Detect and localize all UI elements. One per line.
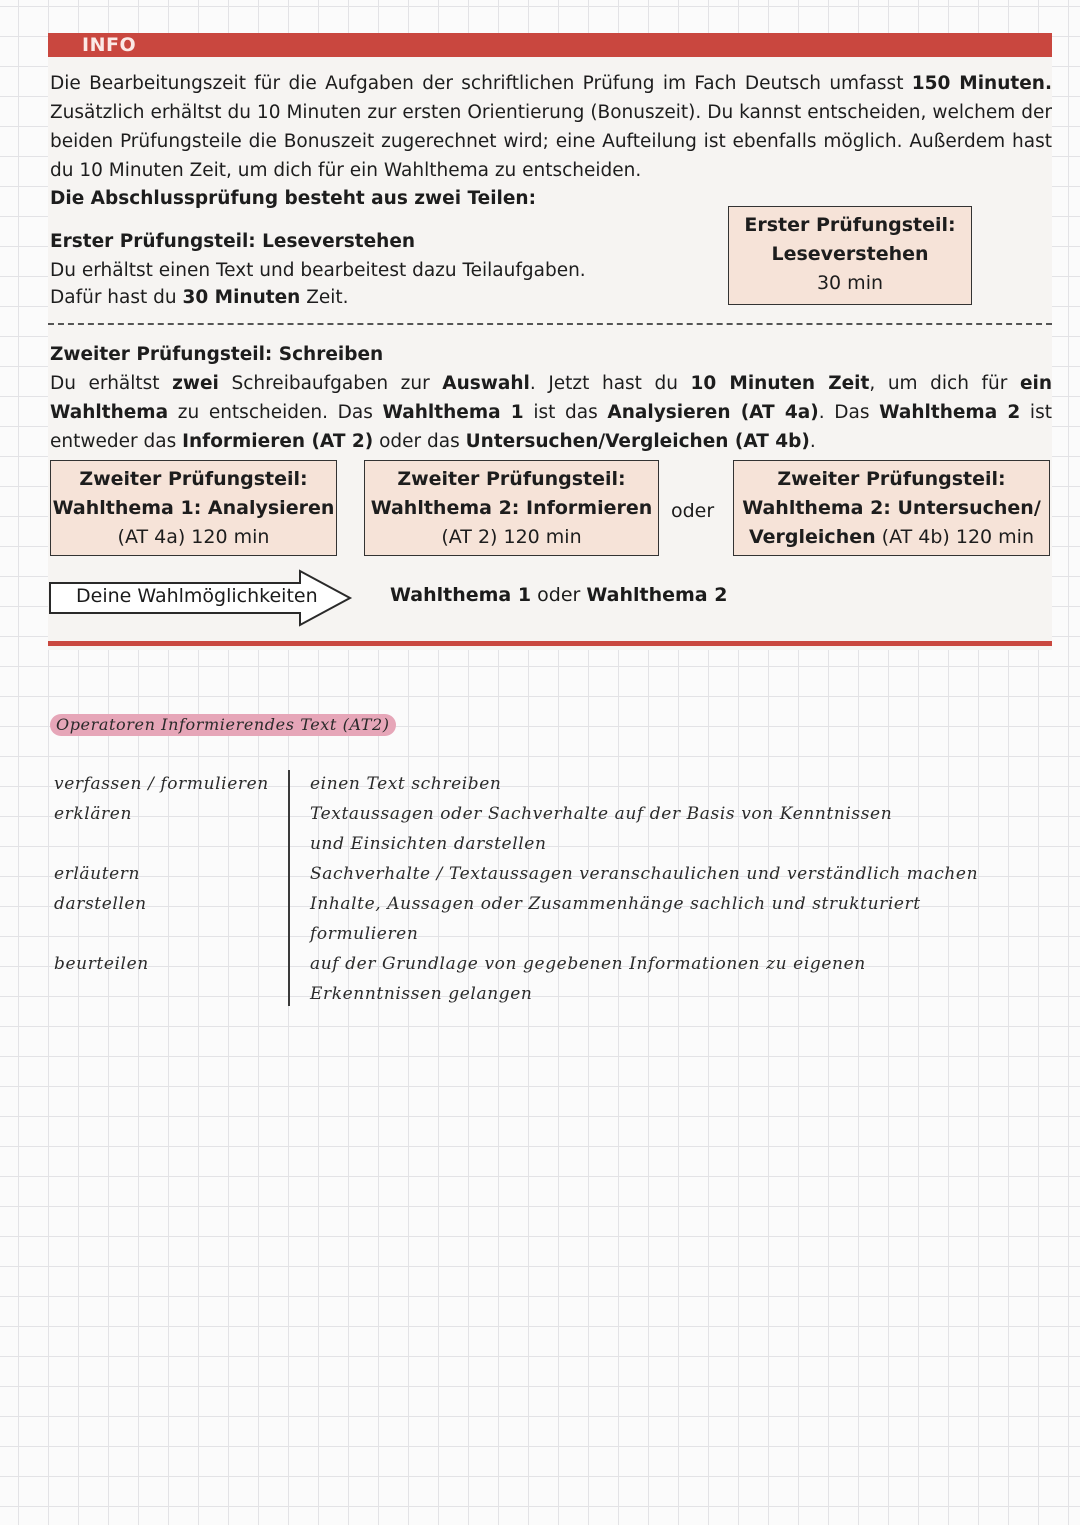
exam-parts-heading: Die Abschlussprüfung besteht aus zwei Teilen: <box>50 188 536 209</box>
p2-t7: . Das <box>818 402 880 423</box>
op-def-darstellen-2: formulieren <box>310 924 419 944</box>
op-term-verfassen: verfassen / formulieren <box>54 774 269 794</box>
box3-line1: Zweiter Prüfungsteil: <box>777 468 1006 490</box>
intro-text-1: Die Bearbeitungszeit für die Aufgaben der schriftlichen Prüfung im Fach Deutsch umfasst <box>50 73 912 94</box>
part1-line2 <box>50 283 349 312</box>
part1-line2-post: Zeit. <box>300 287 349 308</box>
intro-paragraph <box>50 69 1052 185</box>
info-bottom-bar <box>48 641 1052 646</box>
intro-total-time: 150 Minuten. <box>911 73 1052 94</box>
part2-heading: Zweiter Prüfungsteil: Schreiben <box>50 344 384 365</box>
op-def-erlaeutern: Sachverhalte / Textaussagen veranschaulichen und verständlich machen <box>310 864 979 884</box>
info-title: INFO <box>82 34 137 56</box>
p2-t9b: Untersuchen/Vergleichen (AT 4b) <box>465 431 810 452</box>
p2-t6b: Analysieren (AT 4a) <box>607 402 819 423</box>
p2-t5b: Wahlthema 1 <box>382 402 524 423</box>
part1-line2-pre: Dafür hast du <box>50 287 183 308</box>
p2-t6: ist das <box>523 402 608 423</box>
info-box <box>48 33 1052 650</box>
oder-label: oder <box>671 500 715 522</box>
choice-mid: oder <box>531 584 587 606</box>
op-def-darstellen-1: Inhalte, Aussagen oder Zusammenhänge sachlich und strukturiert <box>310 894 921 914</box>
op-term-beurteilen: beurteilen <box>54 954 149 974</box>
part2-paragraph <box>50 369 1052 456</box>
notes-title: Operatoren Informierendes Text (AT2) <box>50 714 396 736</box>
part1-box-line3: 30 min <box>816 272 884 294</box>
p2-t1: Du erhältst <box>50 373 173 394</box>
p2-t5: zu entscheiden. Das <box>168 402 383 423</box>
op-def-beurteilen-1: auf der Grundlage von gegebenen Informationen zu eigenen <box>310 954 866 974</box>
p2-t3: . Jetzt hast du <box>529 373 691 394</box>
info-header-bar <box>48 33 1052 57</box>
part1-box <box>728 206 972 305</box>
choice-b: Wahlthema 2 <box>586 584 728 606</box>
part1-heading: Erster Prüfungsteil: Leseverstehen <box>50 231 416 252</box>
box1-line1: Zweiter Prüfungsteil: <box>79 468 308 490</box>
choice-a: Wahlthema 1 <box>390 584 532 606</box>
part1-box-line2: Leseverstehen <box>771 243 929 265</box>
p2-t4: , um dich für <box>869 373 1020 394</box>
op-def-erklaeren-2: und Einsichten darstellen <box>310 834 547 854</box>
p2-t10: . <box>809 431 816 452</box>
p2-t1b: zwei <box>172 373 219 394</box>
part1-line1: Du erhältst einen Text und bearbeitest dazu Teilaufgaben. <box>50 260 586 281</box>
box1-line2: Wahlthema 1: Analysieren <box>52 497 335 519</box>
notes-divider-line <box>288 770 290 1006</box>
dashed-divider <box>48 323 1052 325</box>
box3-line2: Wahlthema 2: Untersuchen/ <box>742 497 1041 519</box>
box2-line1: Zweiter Prüfungsteil: <box>397 468 626 490</box>
p2-t2: Schreibaufgaben zur <box>218 373 443 394</box>
part1-time: 30 Minuten <box>182 287 301 308</box>
wahlthema1-box <box>50 460 337 556</box>
choices-arrow-label: Deine Wahlmöglichkeiten <box>76 585 318 607</box>
box3-line3 <box>734 523 1049 552</box>
box2-line2: Wahlthema 2: Informieren <box>370 497 653 519</box>
wahlthema2-informieren-box <box>364 460 659 556</box>
wahlthema2-untersuchen-box <box>733 460 1050 556</box>
p2-t4b: ein Wahlthema <box>50 373 1052 423</box>
op-term-erklaeren: erklären <box>54 804 132 824</box>
part1-box-line1: Erster Prüfungsteil: <box>744 214 956 236</box>
p2-t8b: Informieren (AT 2) <box>182 431 374 452</box>
box1-line3: (AT 4a) 120 min <box>117 526 270 548</box>
box3-line3-rest: (AT 4b) 120 min <box>875 526 1034 548</box>
p2-t8: ist entweder das <box>50 402 1052 452</box>
op-term-darstellen: darstellen <box>54 894 147 914</box>
op-term-erlaeutern: erläutern <box>54 864 141 884</box>
p2-t7b: Wahlthema 2 <box>879 402 1021 423</box>
intro-text-2: Zusätzlich erhältst du 10 Minuten zur ersten Orientierung (Bonuszeit). Du kannst entscheiden, welchem der beiden Prüfungsteile die Bonuszeit zugerechnet wird; eine Aufteilung ist ebenfalls möglich. Außerdem hast du 10 Minuten Zeit, um dich für ein Wahlthema zu entscheiden. <box>50 102 1052 181</box>
p2-t2b: Auswahl <box>442 373 530 394</box>
choice-summary <box>390 584 727 606</box>
box3-line3-bold: Vergleichen <box>749 526 876 548</box>
op-def-verfassen: einen Text schreiben <box>310 774 502 794</box>
op-def-erklaeren-1: Textaussagen oder Sachverhalte auf der Basis von Kenntnissen <box>310 804 893 824</box>
p2-t9: oder das <box>373 431 466 452</box>
op-def-beurteilen-2: Erkenntnissen gelangen <box>310 984 533 1004</box>
p2-t3b: 10 Minuten Zeit <box>690 373 870 394</box>
box2-line3: (AT 2) 120 min <box>441 526 582 548</box>
